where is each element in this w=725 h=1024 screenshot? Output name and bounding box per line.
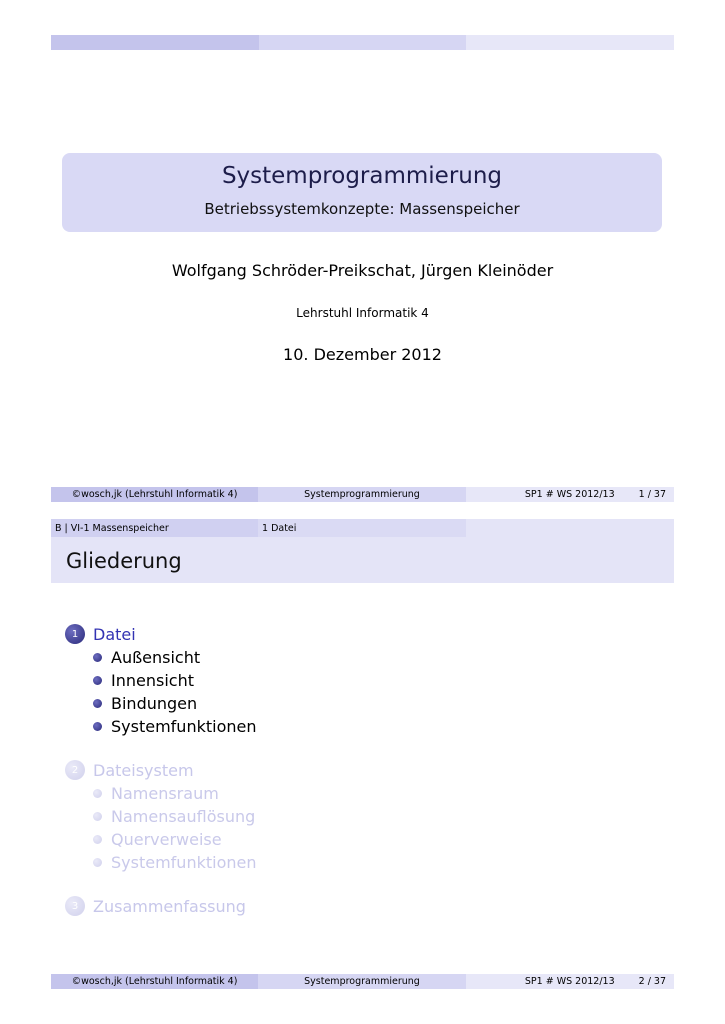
bullet-icon bbox=[93, 858, 102, 867]
frame-title: Gliederung bbox=[66, 549, 182, 573]
toc-section-dateisystem[interactable] bbox=[65, 759, 645, 781]
toc-subsection[interactable]: Außensicht bbox=[93, 646, 645, 669]
section-number-badge: 2 bbox=[65, 760, 85, 780]
header-band bbox=[51, 35, 674, 50]
outline-slide bbox=[51, 519, 674, 989]
footer-bar bbox=[51, 487, 674, 502]
bullet-icon bbox=[93, 789, 102, 798]
bullet-icon bbox=[93, 835, 102, 844]
footer-course-page bbox=[466, 487, 674, 502]
table-of-contents bbox=[65, 623, 645, 917]
toc-subsection[interactable]: Systemfunktionen bbox=[93, 851, 645, 874]
section-title: Zusammenfassung bbox=[93, 896, 246, 916]
toc-subsection[interactable]: Systemfunktionen bbox=[93, 715, 645, 738]
toc-section-zusammenfassung[interactable] bbox=[65, 895, 645, 917]
presentation-subtitle: Betriebssystemkonzepte: Massenspeicher bbox=[204, 200, 520, 218]
section-title: Dateisystem bbox=[93, 760, 194, 780]
presentation-title: Systemprogrammierung bbox=[221, 163, 503, 189]
toc-subsection[interactable]: Namensraum bbox=[93, 782, 645, 805]
section-number-badge: 1 bbox=[65, 624, 85, 644]
footer-title: Systemprogrammierung bbox=[258, 974, 466, 989]
date: 10. Dezember 2012 bbox=[283, 345, 442, 364]
breadcrumb-chapter[interactable]: B | VI-1 Massenspeicher bbox=[51, 519, 258, 537]
institute: Lehrstuhl Informatik 4 bbox=[296, 306, 429, 320]
bullet-icon bbox=[93, 653, 102, 662]
footer-page-number: 2 / 37 bbox=[638, 976, 666, 987]
toc-subsection[interactable]: Querverweise bbox=[93, 828, 645, 851]
bullet-icon bbox=[93, 722, 102, 731]
authors: Wolfgang Schröder-Preikschat, Jürgen Kleinöder bbox=[171, 261, 554, 280]
title-slide bbox=[51, 35, 674, 502]
footer-course: SP1 # WS 2012/13 bbox=[524, 976, 615, 987]
frame-header bbox=[51, 519, 674, 583]
bullet-icon bbox=[93, 812, 102, 821]
toc-section-datei[interactable] bbox=[65, 623, 645, 645]
footer-author: ©wosch,jk (Lehrstuhl Informatik 4) bbox=[51, 487, 258, 502]
footer-course-page bbox=[466, 974, 674, 989]
footer-author: ©wosch,jk (Lehrstuhl Informatik 4) bbox=[51, 974, 258, 989]
footer-bar bbox=[51, 974, 674, 989]
footer-page-number: 1 / 37 bbox=[638, 489, 666, 500]
breadcrumb bbox=[51, 519, 674, 537]
toc-subsection[interactable]: Bindungen bbox=[93, 692, 645, 715]
bullet-icon bbox=[93, 699, 102, 708]
footer-title: Systemprogrammierung bbox=[258, 487, 466, 502]
section-title: Datei bbox=[93, 624, 136, 644]
breadcrumb-section[interactable]: 1 Datei bbox=[258, 519, 466, 537]
toc-subsection[interactable]: Namensauflösung bbox=[93, 805, 645, 828]
toc-subsection[interactable]: Innensicht bbox=[93, 669, 645, 692]
section-number-badge: 3 bbox=[65, 896, 85, 916]
title-box bbox=[62, 153, 662, 232]
footer-course: SP1 # WS 2012/13 bbox=[524, 489, 615, 500]
bullet-icon bbox=[93, 676, 102, 685]
